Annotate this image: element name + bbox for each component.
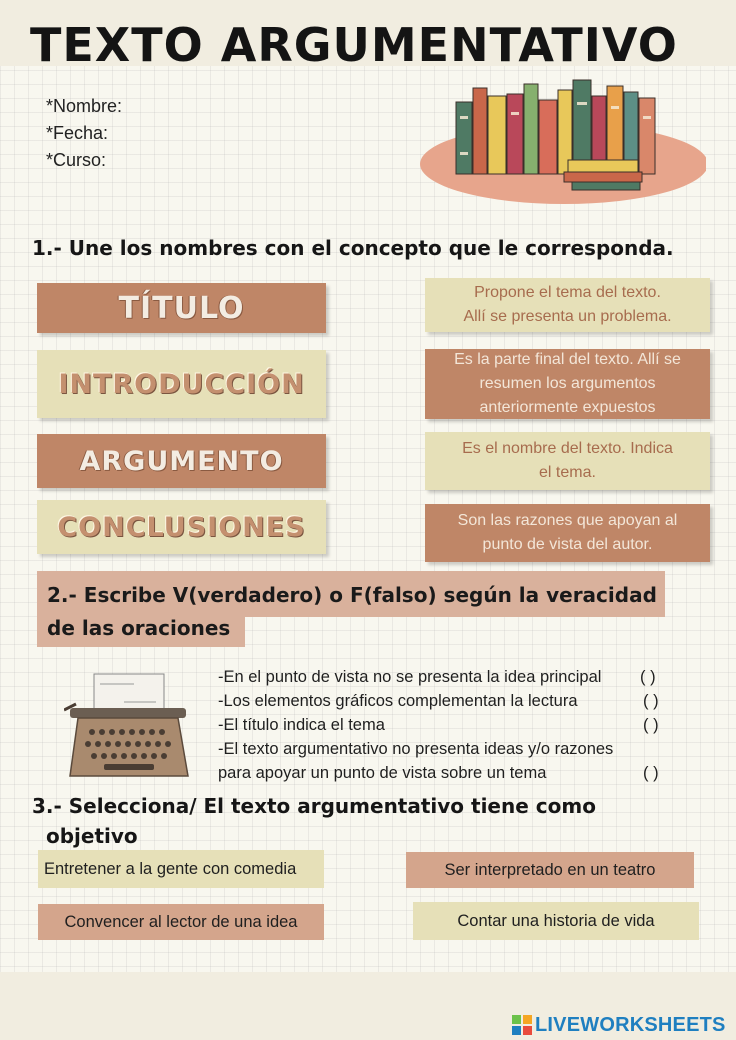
definition-line: Es la parte final del texto. Allí se [454,351,681,368]
date-field-label: *Fecha: [46,123,109,143]
statement-1: -En el punto de vista no se presenta la idea principal [218,668,602,686]
section2-heading-line2: de las oraciones [47,616,231,640]
answer-field-2[interactable]: ( ) [643,692,659,710]
definition-line: Son las razones que apoyan al [457,512,678,529]
typewriter-illustration [64,672,192,784]
statement-2: -Los elementos gráficos complementan la lectura [218,692,578,710]
liveworksheets-icon [512,1015,532,1035]
name-field-label: *Nombre: [46,96,123,116]
term-introduccion[interactable]: INTRODUCCIÓN [37,350,326,418]
option-life-story[interactable]: Contar una historia de vida [413,902,699,940]
definition-line: anteriormente expuestos [479,399,656,416]
term-argumento[interactable]: ARGUMENTO [37,434,326,488]
definition-line: Allí se presenta un problema. [463,308,672,325]
course-field-label: *Curso: [46,150,107,170]
answer-field-4[interactable]: ( ) [643,764,659,782]
section3-heading-line2: objetivo [46,824,138,848]
definition-line: Es el nombre del texto. Indica [462,440,673,457]
option-theater[interactable]: Ser interpretado en un teatro [406,852,694,888]
statement-3: -El título indica el tema [218,716,385,734]
definition-line: Propone el tema del texto. [474,284,661,301]
definition-card-2[interactable] [425,349,710,419]
section2-heading [37,571,665,647]
definition-line: el tema. [539,464,596,481]
definition-card-1[interactable] [425,278,710,332]
answer-field-3[interactable]: ( ) [643,716,659,734]
answer-field-1[interactable]: ( ) [640,668,656,686]
option-convince[interactable]: Convencer al lector de una idea [38,904,324,940]
term-titulo[interactable]: TÍTULO [37,283,326,333]
term-conclusiones[interactable]: CONCLUSIONES [37,500,326,554]
section3-heading-line1: 3.- Selecciona/ El texto argumentativo tiene como [32,794,596,818]
liveworksheets-text: LIVEWORKSHEETS [535,1013,726,1036]
books-illustration [418,72,706,208]
section1-heading: 1.- Une los nombres con el concepto que le corresponda. [32,236,674,260]
page-title: TEXTO ARGUMENTATIVO [30,18,678,72]
definition-line: punto de vista del autor. [482,536,653,553]
definition-card-4[interactable] [425,504,710,562]
statement-4: -El texto argumentativo no presenta ideas y/o razones [218,740,614,758]
section2-heading-line1: 2.- Escribe V(verdadero) o F(falso) según la veracidad [47,583,657,607]
definition-card-3[interactable] [425,432,710,490]
liveworksheets-logo[interactable] [512,1013,726,1037]
statement-4-continued: para apoyar un punto de vista sobre un tema [218,764,547,782]
definition-line: resumen los argumentos [479,375,656,392]
option-entertain[interactable]: Entretener a la gente con comedia [38,850,324,888]
